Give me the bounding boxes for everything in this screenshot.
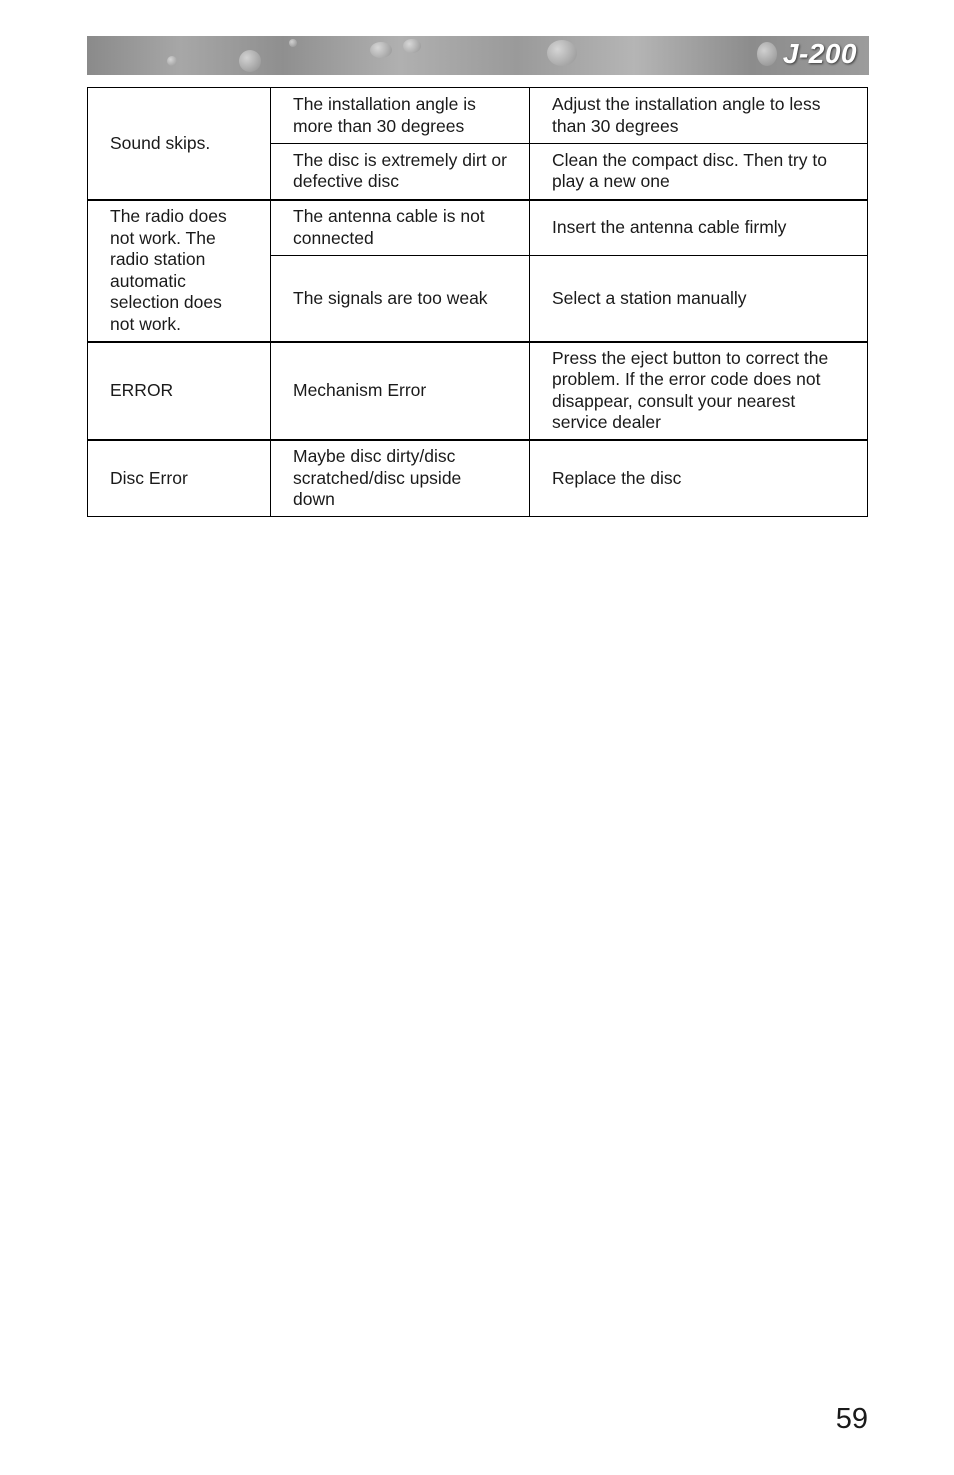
cause-cell: The antenna cable is not connected <box>271 200 530 256</box>
header-banner <box>87 36 869 75</box>
water-drop-decoration <box>167 56 177 66</box>
solution-cell: Press the eject button to correct the problem. If the error code does not disappear, consult your nearest service dealer <box>530 342 868 440</box>
water-drop-decoration <box>370 42 392 58</box>
solution-cell: Adjust the installation angle to less than 30 degrees <box>530 88 868 144</box>
water-drop-decoration <box>403 39 421 53</box>
cause-cell: The installation angle is more than 30 degrees <box>271 88 530 144</box>
table-row <box>88 200 868 256</box>
cause-cell: Mechanism Error <box>271 342 530 440</box>
cause-cell: The disc is extremely dirt or defective disc <box>271 144 530 200</box>
water-drop-decoration <box>547 40 577 66</box>
solution-cell: Insert the antenna cable firmly <box>530 200 868 256</box>
problem-cell: ERROR <box>88 342 271 440</box>
table-row <box>88 342 868 440</box>
solution-cell: Clean the compact disc. Then try to play a new one <box>530 144 868 200</box>
model-name: J-200 <box>782 38 857 69</box>
water-drop-decoration <box>239 50 261 72</box>
water-drop-decoration <box>289 39 297 47</box>
water-drop-decoration <box>757 42 777 66</box>
problem-cell: Sound skips. <box>88 88 271 200</box>
problem-cell: Disc Error <box>88 440 271 517</box>
troubleshooting-table <box>87 87 868 517</box>
page-number: 59 <box>835 1403 868 1435</box>
cause-cell: Maybe disc dirty/disc scratched/disc upside down <box>271 440 530 517</box>
table-row <box>88 440 868 517</box>
cause-cell: The signals are too weak <box>271 256 530 342</box>
solution-cell: Select a station manually <box>530 256 868 342</box>
solution-cell: Replace the disc <box>530 440 868 517</box>
problem-cell: The radio does not work. The radio station automatic selection does not work. <box>88 200 271 342</box>
table-row <box>88 88 868 144</box>
